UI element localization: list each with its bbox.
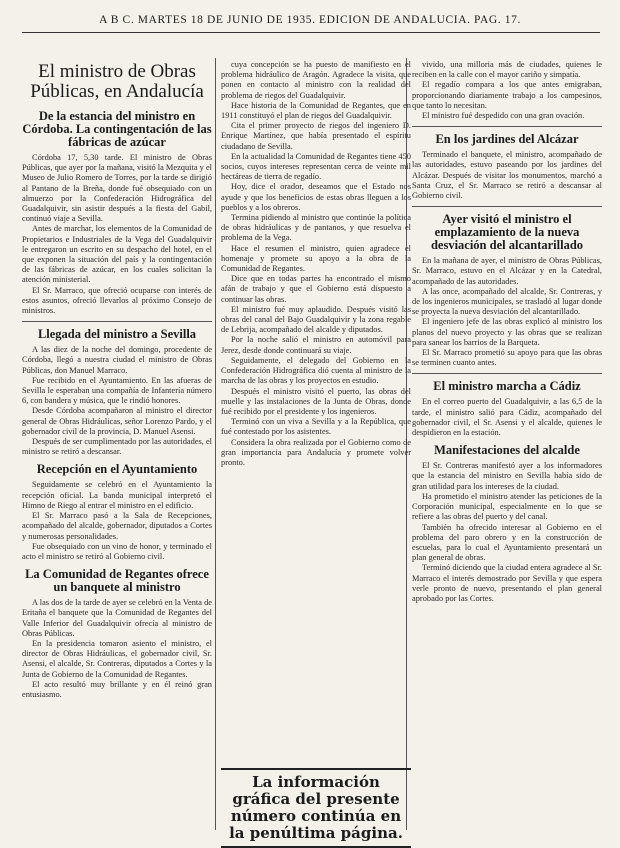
article-paragraph: El Sr. Contreras manifestó ayer a los informadores que la estancia del ministro en Sevilla había sido de gran utilidad para los intereses de la ciudad. [412,461,602,491]
section-title: De la estancia del ministro en Córdoba. La contingentación de las fábricas de azúcar [22,109,212,149]
article-paragraph: Ha prometido el ministro atender las peticiones de la Corporación municipal, especialmente en lo que se refiere a las obras del puerto y del canal. [412,491,602,522]
article-paragraph: Córdoba 17, 5,30 tarde. El ministro de Obras Públicas, que ayer por la mañana, visitó la Mezquita y el Museo de Julio Romero de Torres, por la tarde se dirigió al Pantano de la Breña, donde fué obsequiado con un almuerzo por la Confederación Hidrográfica del Guadalquivir, sin asistir después a la fiesta del Gabil, continuó viaje a Sevilla. [22,153,212,224]
article-paragraph: El ministro fué muy aplaudido. Después visitó las obras del canal del Bajo Guadalquivir y la zona regable de Lebrija, acompañado del alcalde y diputados. [221,304,411,335]
article-paragraph: Antes de marchar, los elementos de la Comunidad de Propietarios e Industriales de la Vega del Guadalquivir le entregaron un escrito en su despacho del hotel, en el que exponen la situación del país y la contingentación de las fábricas de azúcar, en los cuales solicitan la atención ministerial. [22,224,212,285]
article-paragraph: Terminó diciendo que la ciudad entera agradece al Sr. Marraco el interés demostrado por Sevilla y que espera verle pronto de nuevo, presentando el plan general aprobado por las Cortes. [412,563,602,603]
article-paragraph: El Sr. Marraco pasó a la Sala de Recepciones, acompañado del alcalde, gobernador, diputados a Cortes y numerosas personalidades. [22,511,212,541]
article-paragraph: Termina pidiendo al ministro que continúe la política de obras hidráulicas y de pantanos, y que resuelva el problema de la Vega. [221,213,411,243]
column-2 [221,60,411,842]
divider [412,373,602,374]
masthead-rule [22,32,600,33]
article-paragraph: Hace historia de la Comunidad de Regantes, que en 1911 constituyó el plan de riegos del Guadalquivir. [221,100,411,121]
column-3 [412,60,602,832]
section-title: En los jardines del Alcázar [435,132,579,147]
article-paragraph: El acto resultó muy brillante y en él reinó gran entusiasmo. [22,679,212,699]
article-paragraph: Hoy, dice el orador, deseamos que el Estado nos ayude y que los beneficios de estas obras lleguen a los pueblos y a los obreros. [221,182,411,212]
article-paragraph: Por la noche salió el ministro en automóvil para Jerez, desde donde continuará su viaje. [221,335,411,355]
article-paragraph: En la actualidad la Comunidad de Regantes tiene 450 socios, cuyos intereses representan cerca de veinte mil hectáreas de tierra de regadío. [221,151,411,182]
article-paragraph: Después el ministro visitó el puerto, las obras del muelle y las instalaciones de la Junta de Obras, donde fué recibido por el presidente y los ingenieros. [221,386,411,416]
article-paragraph: Después de ser cumplimentado por las autoridades, el ministro se retiró a descansar. [22,437,213,457]
divider [22,321,212,322]
article-paragraph: Terminado el banquete, el ministro, acompañado de las autoridades, estuvo paseando por los jardines del Alcázar. Después de visitar los monumentos, marchó a Santa Cruz, el Sr. Marraco se retiró a descansar al Gobierno civil. [412,150,602,201]
article-paragraph: El Sr. Marraco prometió su apoyo para que las obras se terminen cuanto antes. [412,348,602,368]
notice-box: La información gráfica del presente número continúa en la penúltima página. [221,768,411,848]
section-title: El ministro marcha a Cádiz [433,379,581,394]
column-separator [215,58,216,830]
article-paragraph: En el correo puerto del Guadalquivir, a las 6,5 de la tarde, el ministro salió para Cádiz, acompañado del gobernador civil, el Sr. Asensi y el alcalde, quienes le despidieron en la estación. [412,397,602,438]
article-paragraph: Terminó con un viva a Sevilla y a la República, que fué contestado por los asistentes. [221,417,411,437]
article-paragraph: El Sr. Marraco, que ofreció ocuparse con interés de estos asuntos, ofreció llevarlos al próximo Consejo de ministros. [22,285,212,316]
article-paragraph: A las once, acompañado del alcalde, Sr. Contreras, y de los ingenieros municipales, se trasladó al lugar donde se proyecta la nueva desviación del alcantarillado. [412,286,602,317]
section-title: Manifestaciones del alcalde [434,443,580,458]
article-paragraph: Desde Córdoba acompañaron al ministro el director general de Obras Hidráulicas, señor Lorenzo Pardo, y el gobernador civil de la provincia, D. Manuel Asensi. [22,406,212,436]
section-title: La Comunidad de Regantes ofrece un banquete al ministro [25,567,209,595]
article-paragraph: El regadío compara a los que antes emigraban, proporcionando diariamente trabajo a los campesinos, que tanto lo necesitan. [412,80,602,110]
divider [412,206,602,207]
article-paragraph: cuya concepción se ha puesto de manifiesto en el problema hidráulico de Aragón. Agradece la visita, que ponen en contacto al ministro con la realidad del problema de riegos del Guadalquivir. [221,60,411,100]
section-title: Recepción en el Ayuntamiento [36,462,198,477]
article-paragraph: A las dos de la tarde de ayer se celebró en la Venta de Eritaña el banquete que la Comunidad de Regantes del Valle Inferior del Guadalquivir ofrecía al ministro de Obras Públicas. [22,598,212,638]
article-paragraph: Cita el primer proyecto de riegos del ingeniero D. Enrique Martínez, que había presentado el espíritu ciudadano de Sevilla. [221,121,411,151]
article-paragraph: Seguidamente, el delegado del Gobierno en la Confederación Hidrográfica dió cuenta al ministro de la marcha de las obras y los proyectos en estudio. [221,355,411,386]
article-paragraph: Fue recibido en el Ayuntamiento. En las afueras de Sevilla le esperaban una compañía de Infantería número 6, con bandera y música, que le rindió honores. [22,375,212,406]
article-paragraph: El ingeniero jefe de las obras explicó al ministro los planos del nuevo proyecto y las obras que se realizan para sanear los barrios de la Barqueta. [412,317,602,347]
article-paragraph: Dice que en todas partes ha encontrado el mismo afán de trabajo y que el Gobierno está dispuesto a continuar las obras. [221,274,411,304]
section-title: Ayer visitó el ministro el emplazamiento de la nueva desviación del alcantarillado [430,212,584,253]
article-paragraph: A las diez de la noche del domingo, procedente de Córdoba, llegó a nuestra ciudad el ministro de Obras Públicas, don Manuel Marraco. [22,345,212,375]
main-headline: El ministro de Obras Públicas, en Andalucía [30,61,204,102]
column-1 [22,60,212,832]
article-paragraph: En la mañana de ayer, el ministro de Obras Públicas, Sr. Marraco, estuvo en el Alcázar y en la Catedral, acompañado de las autoridades. [412,256,602,286]
section-title: Llegada del ministro a Sevilla [37,327,197,342]
article-paragraph: vivido, una milloria más de ciudades, quienes le reciben en la calle con el mayor cariño y simpatía. [412,60,602,80]
divider [412,126,602,127]
article-paragraph: Considera la obra realizada por el Gobierno como de gran importancia para Andalucía y promete volver pronto. [221,437,411,467]
article-paragraph: Hace el resumen el ministro, quien agradece el homenaje y promete su apoyo a la obra de la Comunidad de Regantes. [221,243,411,274]
article-paragraph: También ha ofrecido interesar al Gobierno en el problema del paro obrero y en la construcción de escuelas, para lo cual el Ayuntamiento presentará un plan general de obras. [412,522,602,563]
page-masthead: A B C. MARTES 18 DE JUNIO DE 1935. EDICION DE ANDALUCIA. PAG. 17. [99,14,521,26]
article-paragraph: Seguidamente se celebró en el Ayuntamiento la recepción oficial. La banda municipal interpretó el Himno de Riego al entrar el ministro en el edificio. [22,480,212,510]
article-paragraph: Fue obsequiado con un vino de honor, y terminado el acto el ministro se retiró al Gobierno civil. [22,541,212,561]
article-paragraph: El ministro fué despedido con una gran ovación. [422,111,585,121]
article-paragraph: En la presidencia tomaron asiento el ministro, el director de Obras Hidráulicas, el gobernador civil, Sr. Asensi, el alcalde, Sr. Contreras, diputados a Cortes y la Junta de Gobierno de la Comunidad de Regantes. [22,638,212,679]
